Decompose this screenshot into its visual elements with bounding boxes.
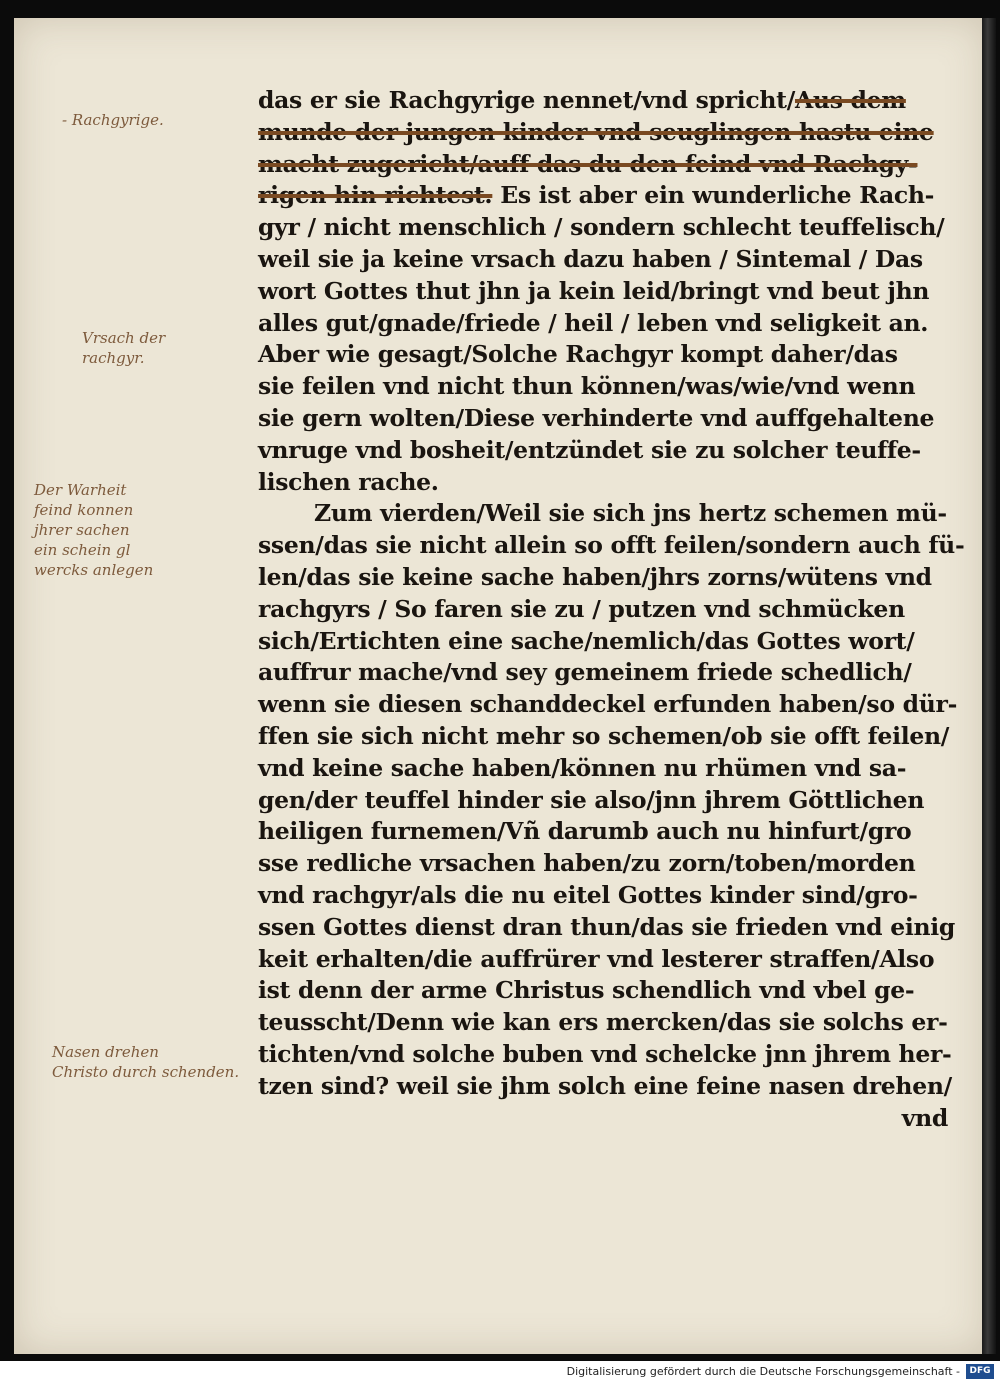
- struck-text: Aus dem: [794, 86, 906, 114]
- line-text: sich/Ertichten eine sache/nemlich/das Gottes wort/: [258, 626, 915, 655]
- text-line: [258, 498, 948, 530]
- line-text: vnd keine sache haben/können nu rhümen vnd sa-: [258, 753, 907, 782]
- line-text: auffrur mache/vnd sey gemeinem friede schedlich/: [258, 658, 912, 687]
- line-text: tichten/vnd solche buben vnd schelcke jnn jhrem her-: [258, 1039, 952, 1068]
- main-text-block: [258, 85, 965, 1134]
- text-line: [258, 880, 948, 912]
- text-line: [258, 1103, 948, 1135]
- struck-text: munde der jungen kinder vnd seuglingen hastu eine: [258, 117, 934, 146]
- text-line: [258, 339, 948, 371]
- text-line: [258, 689, 958, 721]
- footer-credit-text: Digitalisierung gefördert durch die Deutsche Forschungsgemeinschaft -: [566, 1365, 960, 1378]
- line-text: vnd: [901, 1103, 948, 1132]
- handwritten-note-line: ein schein gl: [34, 541, 131, 559]
- line-text: vnruge vnd bosheit/entzündet sie zu solcher teuffe-: [258, 435, 921, 464]
- line-text: Es ist aber ein wunderliche Rach-: [492, 181, 935, 210]
- handwritten-note-line: wercks anlegen: [34, 561, 154, 579]
- text-line: [258, 1039, 952, 1071]
- text-line: [258, 276, 948, 308]
- handwritten-note-line: Christo durch schenden.: [52, 1063, 240, 1081]
- text-line: [258, 530, 965, 562]
- struck-text: macht zugericht/auff das du den feind vnd Rachgy-: [258, 149, 918, 178]
- line-text: ssen Gottes dienst dran thun/das sie frieden vnd einig: [258, 912, 956, 941]
- dfg-logo-icon: DFG: [966, 1364, 994, 1379]
- text-line: [258, 403, 948, 435]
- text-line: [258, 657, 948, 689]
- line-text: vnd rachgyr/als die nu eitel Gottes kinder sind/gro-: [258, 880, 918, 909]
- handwritten-note-line: Der Warheit: [34, 481, 127, 499]
- line-text: gen/der teuffel hinder sie also/jnn jhrem Göttlichen: [258, 785, 925, 814]
- text-line: [258, 594, 948, 626]
- line-text: sie feilen vnd nicht thun können/was/wie/vnd wenn: [258, 372, 916, 401]
- text-line: [258, 149, 948, 181]
- text-line: [258, 85, 948, 117]
- text-line: [258, 435, 948, 467]
- handwritten-note-line: - Rachgyrige.: [62, 111, 164, 129]
- handwritten-note-line: Vrsach der: [82, 329, 166, 347]
- line-text: wenn sie diesen schanddeckel erfunden haben/so dür-: [258, 690, 958, 719]
- line-text: rachgyrs / So faren sie zu / putzen vnd schmücken: [258, 594, 905, 623]
- line-text: heiligen furnemen/Vñ darumb auch nu hinfurt/gro: [258, 817, 912, 846]
- line-text: ssen/das sie nicht allein so offt feilen/sondern auch fü-: [258, 531, 965, 560]
- line-text: wort Gottes thut jhn ja kein leid/bringt vnd beut jhn: [258, 276, 930, 305]
- text-line: [258, 562, 948, 594]
- margin-note-vrsach: [82, 328, 165, 368]
- text-line: [258, 117, 948, 149]
- line-text: ist denn der arme Christus schendlich vnd vbel ge-: [258, 976, 915, 1005]
- handwritten-note-line: Nasen drehen: [52, 1043, 159, 1061]
- line-text: len/das sie keine sache haben/jhrs zorns/wütens vnd: [258, 562, 932, 591]
- line-text: weil sie ja keine vrsach dazu haben / Sintemal / Das: [258, 244, 923, 273]
- footer-bar: [0, 1361, 1000, 1383]
- line-text: sse redliche vrsachen haben/zu zorn/toben/morden: [258, 849, 916, 878]
- margin-note-nasen-drehen: [52, 1042, 239, 1082]
- line-text: Aber wie gesagt/Solche Rachgyr kompt daher/das: [258, 340, 898, 369]
- text-line: [258, 912, 956, 944]
- margin-note-rachgyrige: [62, 110, 164, 130]
- text-line: [258, 308, 948, 340]
- text-line: [258, 212, 948, 244]
- line-text: ffen sie sich nicht mehr so schemen/ob sie offt feilen/: [258, 721, 950, 750]
- text-line: [258, 467, 948, 499]
- text-line: [258, 180, 948, 212]
- handwritten-note-line: jhrer sachen: [34, 521, 130, 539]
- margin-note-warheit-feind: [34, 480, 153, 580]
- struck-text: rigen hin richtest.: [258, 181, 493, 210]
- line-text: sie gern wolten/Diese verhinderte vnd auffgehaltene: [258, 403, 935, 432]
- handwritten-note-line: rachgyr.: [82, 349, 145, 367]
- handwritten-note-line: feind konnen: [34, 501, 134, 519]
- text-line: [258, 785, 948, 817]
- text-line: [258, 848, 948, 880]
- text-line: [258, 371, 948, 403]
- text-line: [258, 944, 948, 976]
- line-text: gyr / nicht menschlich / sondern schlecht teuffelisch/: [258, 213, 945, 242]
- line-text: teusscht/Denn wie kan ers mercken/das sie solchs er-: [258, 1008, 948, 1037]
- text-line: [258, 1071, 952, 1103]
- text-line: [258, 975, 948, 1007]
- text-line: [258, 721, 948, 753]
- line-text: das er sie Rachgyrige nennet/vnd spricht/: [258, 86, 795, 114]
- text-line: [258, 753, 948, 785]
- line-text: tzen sind? weil sie jhm solch eine feine nasen drehen/: [258, 1071, 952, 1100]
- line-text: Zum vierden/Weil sie sich jns hertz schemen mü-: [314, 499, 947, 528]
- text-line: [258, 626, 948, 658]
- line-text: keit erhalten/die auffrürer vnd lesterer straffen/Also: [258, 944, 935, 973]
- page-fold-shadow: [982, 18, 996, 1354]
- text-line: [258, 244, 948, 276]
- line-text: lischen rache.: [258, 467, 439, 496]
- text-line: [258, 1007, 948, 1039]
- line-text: alles gut/gnade/friede / heil / leben vnd seligkeit an.: [258, 308, 929, 337]
- text-line: [258, 816, 948, 848]
